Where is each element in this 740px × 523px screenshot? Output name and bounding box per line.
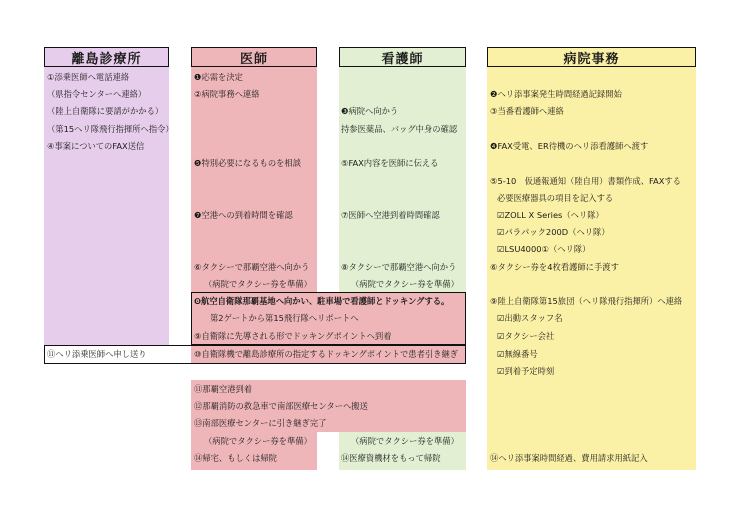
jimu-item: ☑ZOLL X Series（ヘリ隊） [497, 210, 604, 220]
ritou-item: ④事案についてのFAX送信 [47, 141, 145, 151]
header-ritou: 離島診療所 [44, 47, 169, 67]
jimu-item: ☑タクシー会社 [497, 331, 555, 341]
jimu-item: ⑭ヘリ添事案時間経過、費用請求用紙記入 [490, 453, 648, 463]
ishi-item: ⑨自衛隊に先導される形でドッキングポイントへ到着 [194, 331, 392, 341]
kango-item: （病院でタクシー券を準備） [351, 279, 459, 289]
ritou-item: （県指令センターへ連絡） [47, 89, 147, 99]
kango-item: ⑤FAX内容を医師に伝える [341, 158, 439, 168]
ishi-item: （病院でタクシー券を準備） [204, 436, 312, 446]
ishi-item: ❶応需を決定 [194, 72, 243, 82]
kango-item: 持参医薬品、バッグ中身の確認 [341, 124, 458, 134]
jimu-item: ⑤5-10 仮通報通知（陸自用）書類作成、FAXする [490, 176, 681, 186]
ishi-item-docking: ❽航空自衛隊那覇基地へ向かい、駐車場で看護師とドッキングする。 [194, 296, 450, 306]
kango-item: ⑭医療資機材をもって帰院 [341, 453, 441, 463]
header-jimu: 病院事務 [487, 47, 696, 67]
ishi-item: ⑬南部医療センターに引き継ぎ完了 [194, 418, 327, 428]
jimu-item: ❹FAX受電、ER待機のヘリ添看護師へ渡す [490, 141, 649, 151]
jimu-item: ☑無線番号 [497, 349, 538, 359]
ritou-item: （陸上自衛隊に要請がかかる） [47, 106, 164, 116]
jimu-item: ⑥タクシー券を4枚看護師に手渡す [490, 262, 619, 272]
jimu-item: ☑出動スタッフ名 [497, 313, 563, 323]
ishi-item: ⑪那覇空港到着 [194, 384, 253, 394]
jimu-item: ☑パラパック200D（ヘリ隊） [497, 227, 610, 237]
kango-item: （病院でタクシー券を準備） [351, 436, 459, 446]
kango-item: ❸病院へ向かう [341, 106, 399, 116]
ritou-item: ⑪ヘリ添乗医師へ申し送り [47, 349, 147, 359]
header-kango: 看護師 [339, 47, 466, 67]
ishi-item: 第2ゲートから第15飛行隊へリポートへ [210, 313, 359, 323]
ishi-item: ⑫那覇消防の救急車で南部医療センターへ搬送 [194, 401, 368, 411]
ishi-item: ❺特別必要になるものを相談 [194, 158, 302, 168]
ishi-item: ②病院事務へ連絡 [194, 89, 260, 99]
ishi-item: ⑥タクシーで那覇空港へ向かう [194, 262, 310, 272]
ishi-item: ⑭帰宅、もしくは帰院 [194, 453, 277, 463]
jimu-item: 必要医療器具の項目を記入する [497, 193, 614, 203]
jimu-item: ⑨陸上自衛隊第15旅団（ヘリ隊飛行指揮所）へ連絡 [490, 296, 683, 306]
jimu-item: ☑LSU4000①（ヘリ隊） [497, 244, 591, 254]
ishi-item: ❼空港への到着時間を確認 [194, 210, 293, 220]
kango-item: ⑦医師へ空港到着時間確認 [341, 210, 440, 220]
ritou-item: ①添乗医師へ電話連絡 [47, 72, 130, 82]
jimu-item: ③当番看護師へ連絡 [490, 106, 564, 116]
kango-item: ⑧タクシーで那覇空港へ向かう [341, 262, 457, 272]
jimu-item: ☑到着予定時刻 [497, 366, 555, 376]
jimu-item: ❷ヘリ添事案発生時間経過記録開始 [490, 89, 622, 99]
ishi-item: （病院でタクシー券を準備） [204, 279, 312, 289]
ritou-item: （第15ヘリ隊飛行指揮所へ指令） [47, 124, 174, 134]
header-ishi: 医師 [191, 47, 317, 67]
kango-column-bg [339, 66, 466, 292]
ishi-item-handover: ⑩自衛隊機で離島診療所の指定するドッキングポイントで患者引き継ぎ [194, 349, 459, 359]
